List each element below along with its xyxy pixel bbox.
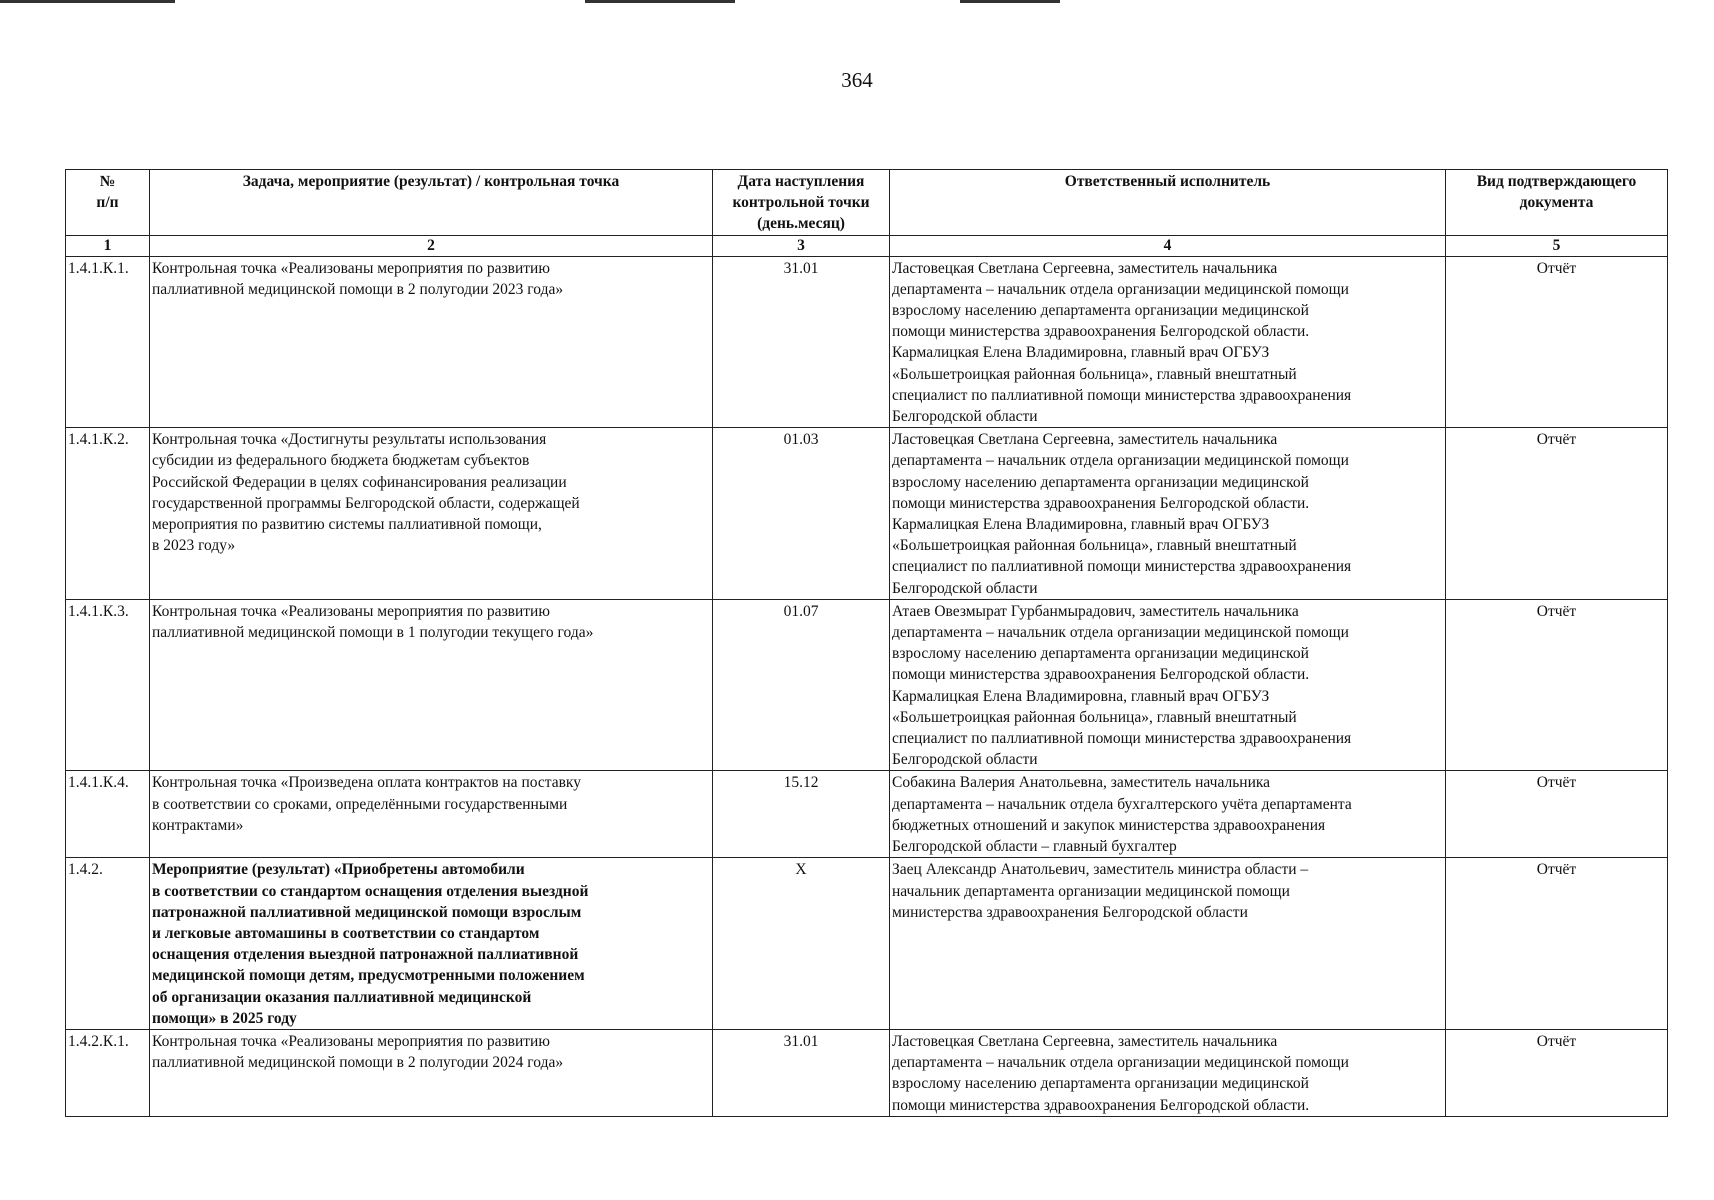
row-date: Х bbox=[713, 858, 890, 1030]
row-task: Контрольная точка «Реализованы мероприятия по развитию паллиативной медицинской помощи в 2 полугодии 2024 года» bbox=[150, 1029, 713, 1116]
table-row bbox=[66, 771, 1668, 858]
row-number: 1.4.1.К.1. bbox=[66, 256, 150, 428]
column-number: 1 bbox=[66, 235, 150, 256]
table-row bbox=[66, 1029, 1668, 1116]
table-row bbox=[66, 428, 1668, 600]
row-task: Контрольная точка «Реализованы мероприятия по развитию паллиативной медицинской помощи в 2 полугодии 2023 года» bbox=[150, 256, 713, 428]
row-document: Отчёт bbox=[1446, 771, 1668, 858]
row-number: 1.4.2. bbox=[66, 858, 150, 1030]
row-document: Отчёт bbox=[1446, 428, 1668, 600]
top-edge-rule bbox=[585, 0, 735, 3]
row-executor: Атаев Овезмырат Гурбанмырадович, заместитель начальника департамента – начальник отдела организации медицинской помощи взрослому населению департамента организации медицинской помощи министерства здравоохранения Белгородской области. Кармалицкая Елена Владимировна, главный врач ОГБУЗ «Большетроицкая районная больница», главный внештатный специалист по паллиативной помощи министерства здравоохранения Белгородской области bbox=[890, 599, 1446, 771]
page-number: 364 bbox=[841, 68, 873, 92]
column-number: 3 bbox=[713, 235, 890, 256]
row-task: Контрольная точка «Достигнуты результаты использования субсидии из федерального бюджета бюджетам субъектов Российской Федерации в целях софинансирования реализации государственной программы Белгородской области, содержащей мероприятия по развитию системы паллиативной помощи, в 2023 году» bbox=[150, 428, 713, 600]
row-executor: Ластовецкая Светлана Сергеевна, заместитель начальника департамента – начальник отдела организации медицинской помощи взрослому населению департамента организации медицинской помощи министерства здравоохранения Белгородской области. Кармалицкая Елена Владимировна, главный врач ОГБУЗ «Большетроицкая районная больница», главный внештатный специалист по паллиативной помощи министерства здравоохранения Белгородской области bbox=[890, 256, 1446, 428]
top-edge-rule bbox=[0, 0, 175, 3]
row-task: Контрольная точка «Реализованы мероприятия по развитию паллиативной медицинской помощи в 1 полугодии текущего года» bbox=[150, 599, 713, 771]
control-points-table bbox=[65, 169, 1668, 1117]
row-task: Контрольная точка «Произведена оплата контрактов на поставку в соответствии со сроками, определёнными государственными контрактами» bbox=[150, 771, 713, 858]
row-document: Отчёт bbox=[1446, 599, 1668, 771]
row-number: 1.4.1.К.3. bbox=[66, 599, 150, 771]
header-executor: Ответственный исполнитель bbox=[890, 170, 1446, 236]
row-task: Мероприятие (результат) «Приобретены автомобили в соответствии со стандартом оснащения отделения выездной патронажной паллиативной медицинской помощи взрослым и легковые автомашины в соответствии со стандартом оснащения отделения выездной патронажной паллиативной медицинской помощи детям, предусмотренными положением об организации оказания паллиативной медицинской помощи» в 2025 году bbox=[150, 858, 713, 1030]
table-row bbox=[66, 256, 1668, 428]
header-num: № п/п bbox=[66, 170, 150, 236]
table-row bbox=[66, 599, 1668, 771]
column-number: 5 bbox=[1446, 235, 1668, 256]
row-document: Отчёт bbox=[1446, 858, 1668, 1030]
row-date: 15.12 bbox=[713, 771, 890, 858]
header-date: Дата наступления контрольной точки (день.месяц) bbox=[713, 170, 890, 236]
table-header-row bbox=[66, 170, 1668, 236]
row-executor: Ластовецкая Светлана Сергеевна, заместитель начальника департамента – начальник отдела организации медицинской помощи взрослому населению департамента организации медицинской помощи министерства здравоохранения Белгородской области. Кармалицкая Елена Владимировна, главный врач ОГБУЗ «Большетроицкая районная больница», главный внештатный специалист по паллиативной помощи министерства здравоохранения Белгородской области bbox=[890, 428, 1446, 600]
row-date: 01.03 bbox=[713, 428, 890, 600]
header-doc: Вид подтверждающего документа bbox=[1446, 170, 1668, 236]
column-number: 2 bbox=[150, 235, 713, 256]
row-executor: Ластовецкая Светлана Сергеевна, заместитель начальника департамента – начальник отдела организации медицинской помощи взрослому населению департамента организации медицинской помощи министерства здравоохранения Белгородской области. bbox=[890, 1029, 1446, 1116]
table-row bbox=[66, 858, 1668, 1030]
column-number-row bbox=[66, 235, 1668, 256]
row-number: 1.4.1.К.4. bbox=[66, 771, 150, 858]
row-executor: Собакина Валерия Анатольевна, заместитель начальника департамента – начальник отдела бухгалтерского учёта департамента бюджетных отношений и закупок министерства здравоохранения Белгородской области – главный бухгалтер bbox=[890, 771, 1446, 858]
row-date: 01.07 bbox=[713, 599, 890, 771]
column-number: 4 bbox=[890, 235, 1446, 256]
row-number: 1.4.1.К.2. bbox=[66, 428, 150, 600]
row-number: 1.4.2.К.1. bbox=[66, 1029, 150, 1116]
row-date: 31.01 bbox=[713, 256, 890, 428]
row-document: Отчёт bbox=[1446, 1029, 1668, 1116]
top-edge-rule bbox=[960, 0, 1060, 3]
row-date: 31.01 bbox=[713, 1029, 890, 1116]
row-document: Отчёт bbox=[1446, 256, 1668, 428]
row-executor: Заец Александр Анатольевич, заместитель министра области – начальник департамента организации медицинской помощи министерства здравоохранения Белгородской области bbox=[890, 858, 1446, 1030]
header-task: Задача, мероприятие (результат) / контрольная точка bbox=[150, 170, 713, 236]
